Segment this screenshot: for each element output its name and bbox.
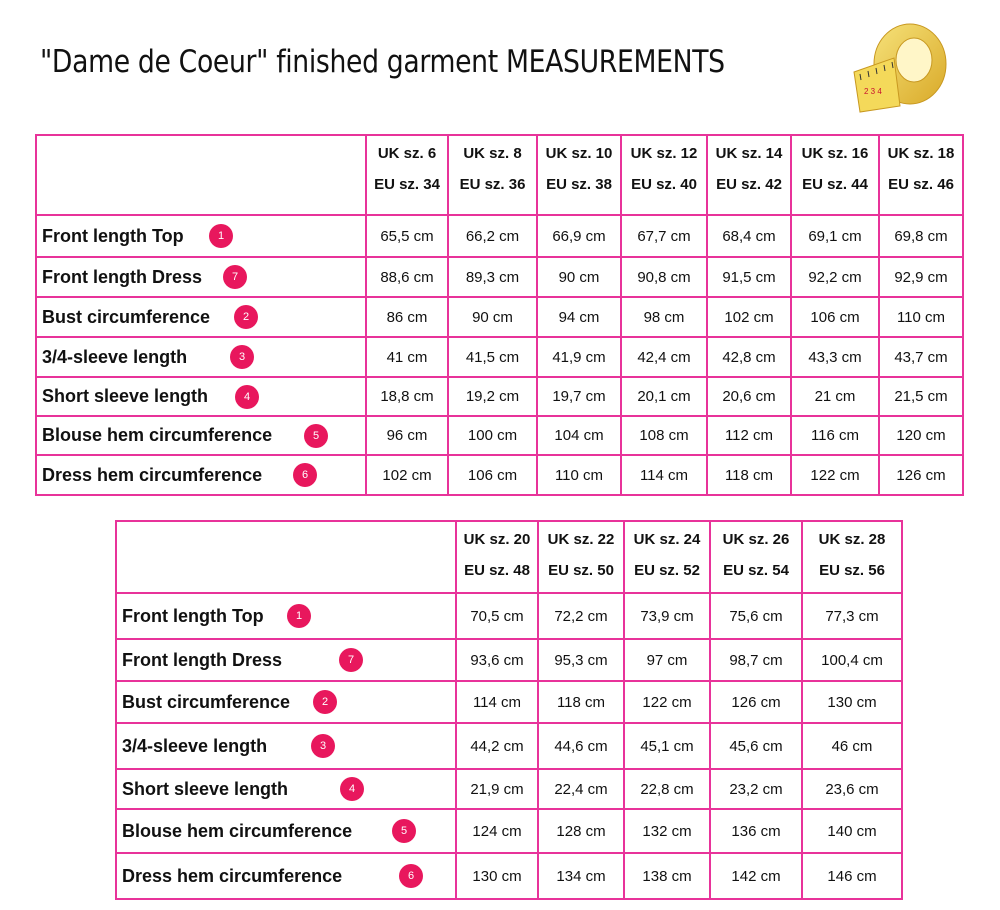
row-number-badge: 1 [209,224,233,248]
row-label: Blouse hem circumference [42,425,273,445]
row-label-cell [116,639,456,681]
uk-size-label: UK sz. 6 [377,145,437,162]
measurement-cell: 44,6 cm [538,723,624,769]
measurement-cell: 142 cm [710,853,802,899]
row-number-badge: 6 [399,864,423,888]
row-number-badge: 5 [392,819,416,843]
uk-size-label: UK sz. 26 [722,531,790,548]
size-header [802,521,902,593]
size-header [624,521,710,593]
row-number-badge: 7 [223,265,247,289]
measurement-cell: 98 cm [621,297,707,337]
table-row [116,723,902,769]
eu-size-label: EU sz. 52 [634,562,700,579]
measurement-cell: 110 cm [537,455,621,495]
measurement-cell: 18,8 cm [366,377,448,416]
eu-size-label: EU sz. 44 [802,176,868,193]
measurement-cell: 130 cm [456,853,538,899]
size-header [707,135,791,215]
measurement-cell: 138 cm [624,853,710,899]
eu-size-label: EU sz. 42 [716,176,782,193]
row-label: Front length Top [42,225,184,246]
measurement-cell: 126 cm [879,455,963,495]
measurement-cell: 130 cm [802,681,902,723]
eu-size-label: EU sz. 34 [374,176,440,193]
measurement-cell: 19,7 cm [537,377,621,416]
table-row [36,297,963,337]
row-label-cell [36,297,366,337]
measurement-cell: 68,4 cm [707,215,791,257]
measurement-cell: 124 cm [456,809,538,853]
measurement-cell: 128 cm [538,809,624,853]
size-header [456,521,538,593]
size-header [879,135,963,215]
measurement-cell: 98,7 cm [710,639,802,681]
row-number-badge: 6 [293,463,317,487]
eu-size-label: EU sz. 38 [546,176,612,193]
measurement-cell: 21,9 cm [456,769,538,809]
measurement-cell: 106 cm [448,455,537,495]
measurement-cell: 44,2 cm [456,723,538,769]
measurement-cell: 46 cm [802,723,902,769]
table-row [116,593,902,639]
row-label-cell [116,723,456,769]
measurement-cell: 122 cm [791,455,879,495]
uk-size-label: UK sz. 8 [463,145,522,162]
row-label-cell [36,455,366,495]
measurement-cell: 100 cm [448,416,537,455]
measurement-cell: 95,3 cm [538,639,624,681]
measurement-cell: 104 cm [537,416,621,455]
uk-size-label: UK sz. 12 [630,145,698,162]
row-label-cell [116,681,456,723]
uk-size-label: UK sz. 24 [633,531,701,548]
uk-size-label: UK sz. 22 [547,531,615,548]
measurement-cell: 118 cm [538,681,624,723]
measurement-cell: 126 cm [710,681,802,723]
size-header [621,135,707,215]
row-number-badge: 3 [230,345,254,369]
uk-size-label: UK sz. 18 [887,145,955,162]
uk-size-label: UK sz. 10 [545,145,613,162]
row-label: Bust circumference [42,306,211,327]
row-number-badge: 4 [340,777,364,801]
eu-size-label: EU sz. 36 [459,176,526,193]
row-label-cell [36,377,366,416]
header-corner-cell [36,135,366,215]
row-number-badge: 5 [304,424,328,448]
measurement-cell: 136 cm [710,809,802,853]
row-label-cell [36,337,366,377]
measurement-cell: 41 cm [366,337,448,377]
measurement-cell: 90 cm [537,257,621,297]
measurement-cell: 67,7 cm [621,215,707,257]
measurement-cell: 45,6 cm [710,723,802,769]
measurement-cell: 45,1 cm [624,723,710,769]
measurement-cell: 43,3 cm [791,337,879,377]
header-row [36,135,963,215]
measurement-cell: 120 cm [879,416,963,455]
row-number-badge: 2 [234,305,258,329]
table-row [36,215,963,257]
measurement-cell: 22,8 cm [624,769,710,809]
row-label-cell [36,257,366,297]
measurements-table-2 [115,520,903,900]
measurement-cell: 19,2 cm [448,377,537,416]
measurement-cell: 114 cm [621,455,707,495]
measurement-cell: 106 cm [791,297,879,337]
row-number-badge: 7 [339,648,363,672]
table-row [116,769,902,809]
table-row [36,337,963,377]
measurement-cell: 93,6 cm [456,639,538,681]
measurement-cell: 90 cm [448,297,537,337]
measurement-cell: 92,2 cm [791,257,879,297]
measurement-cell: 20,6 cm [707,377,791,416]
table-row [36,455,963,495]
eu-size-label: EU sz. 54 [723,562,789,579]
measurement-cell: 91,5 cm [707,257,791,297]
measurement-cell: 21 cm [791,377,879,416]
table-row [36,257,963,297]
measurement-cell: 90,8 cm [621,257,707,297]
size-header [791,135,879,215]
row-label: 3/4-sleeve length [42,346,188,367]
measurement-cell: 112 cm [707,416,791,455]
measurement-cell: 42,8 cm [707,337,791,377]
measurement-cell: 41,5 cm [448,337,537,377]
measurement-cell: 88,6 cm [366,257,448,297]
measurement-cell: 75,6 cm [710,593,802,639]
eu-size-label: EU sz. 46 [888,176,954,193]
size-header [537,135,621,215]
header-corner-cell [116,521,456,593]
row-number-badge: 1 [287,604,311,628]
measurement-cell: 122 cm [624,681,710,723]
row-label-cell [116,809,456,853]
measurement-cell: 134 cm [538,853,624,899]
measurement-cell: 70,5 cm [456,593,538,639]
measurement-cell: 21,5 cm [879,377,963,416]
eu-size-label: EU sz. 40 [631,176,697,193]
measurement-cell: 100,4 cm [802,639,902,681]
eu-size-label: EU sz. 48 [464,562,530,579]
measurement-cell: 22,4 cm [538,769,624,809]
measurement-cell: 102 cm [707,297,791,337]
measurement-cell: 77,3 cm [802,593,902,639]
measurement-cell: 108 cm [621,416,707,455]
uk-size-label: UK sz. 28 [818,531,886,548]
eu-size-label: EU sz. 56 [819,562,885,579]
row-label: Dress hem circumference [42,464,263,485]
page-title: "Dame de Coeur" finished garment MEASUREMENTS [40,44,725,80]
measurement-cell: 97 cm [624,639,710,681]
measurement-cell: 96 cm [366,416,448,455]
table-row [36,377,963,416]
measurement-cell: 89,3 cm [448,257,537,297]
uk-size-label: UK sz. 20 [463,531,531,548]
table-row [116,681,902,723]
row-label-cell [36,416,366,455]
row-label: 3/4-sleeve length [122,735,268,756]
measurement-cell: 73,9 cm [624,593,710,639]
measurement-cell: 114 cm [456,681,538,723]
measurement-cell: 42,4 cm [621,337,707,377]
row-label: Front length Dress [122,649,283,670]
measurement-cell: 140 cm [802,809,902,853]
measurement-cell: 66,2 cm [448,215,537,257]
row-label: Dress hem circumference [122,865,343,886]
measurement-cell: 72,2 cm [538,593,624,639]
size-header [366,135,448,215]
measurement-cell: 94 cm [537,297,621,337]
row-label-cell [116,769,456,809]
measurements-table-1 [35,134,964,496]
measurement-cell: 92,9 cm [879,257,963,297]
svg-text:2 3 4: 2 3 4 [864,87,882,96]
size-header [710,521,802,593]
row-label-cell [116,853,456,899]
table-row [116,639,902,681]
measurement-cell: 86 cm [366,297,448,337]
measurement-cell: 66,9 cm [537,215,621,257]
size-header [448,135,537,215]
row-label-cell [116,593,456,639]
measurement-cell: 20,1 cm [621,377,707,416]
measurement-cell: 132 cm [624,809,710,853]
measurement-cell: 43,7 cm [879,337,963,377]
table-row [36,416,963,455]
measurement-cell: 23,2 cm [710,769,802,809]
measurement-cell: 110 cm [879,297,963,337]
measuring-tape-icon [848,14,952,114]
row-label: Short sleeve length [42,386,209,406]
header-row [116,521,902,593]
measurement-cell: 41,9 cm [537,337,621,377]
row-number-badge: 3 [311,734,335,758]
size-header [538,521,624,593]
measurement-cell: 23,6 cm [802,769,902,809]
row-label-cell [36,215,366,257]
table-row [116,853,902,899]
row-number-badge: 2 [313,690,337,714]
row-label: Blouse hem circumference [122,820,353,841]
measurement-cell: 102 cm [366,455,448,495]
measurement-cell: 116 cm [791,416,879,455]
row-label: Bust circumference [122,691,291,712]
measurement-cell: 69,1 cm [791,215,879,257]
measurement-cell: 65,5 cm [366,215,448,257]
row-label: Front length Dress [42,266,203,287]
uk-size-label: UK sz. 16 [801,145,869,162]
eu-size-label: EU sz. 50 [548,562,614,579]
row-number-badge: 4 [235,385,259,409]
measurement-cell: 118 cm [707,455,791,495]
measurement-cell: 69,8 cm [879,215,963,257]
uk-size-label: UK sz. 14 [715,145,783,162]
row-label: Short sleeve length [122,778,289,799]
table-row [116,809,902,853]
measurement-cell: 146 cm [802,853,902,899]
row-label: Front length Top [122,605,264,626]
